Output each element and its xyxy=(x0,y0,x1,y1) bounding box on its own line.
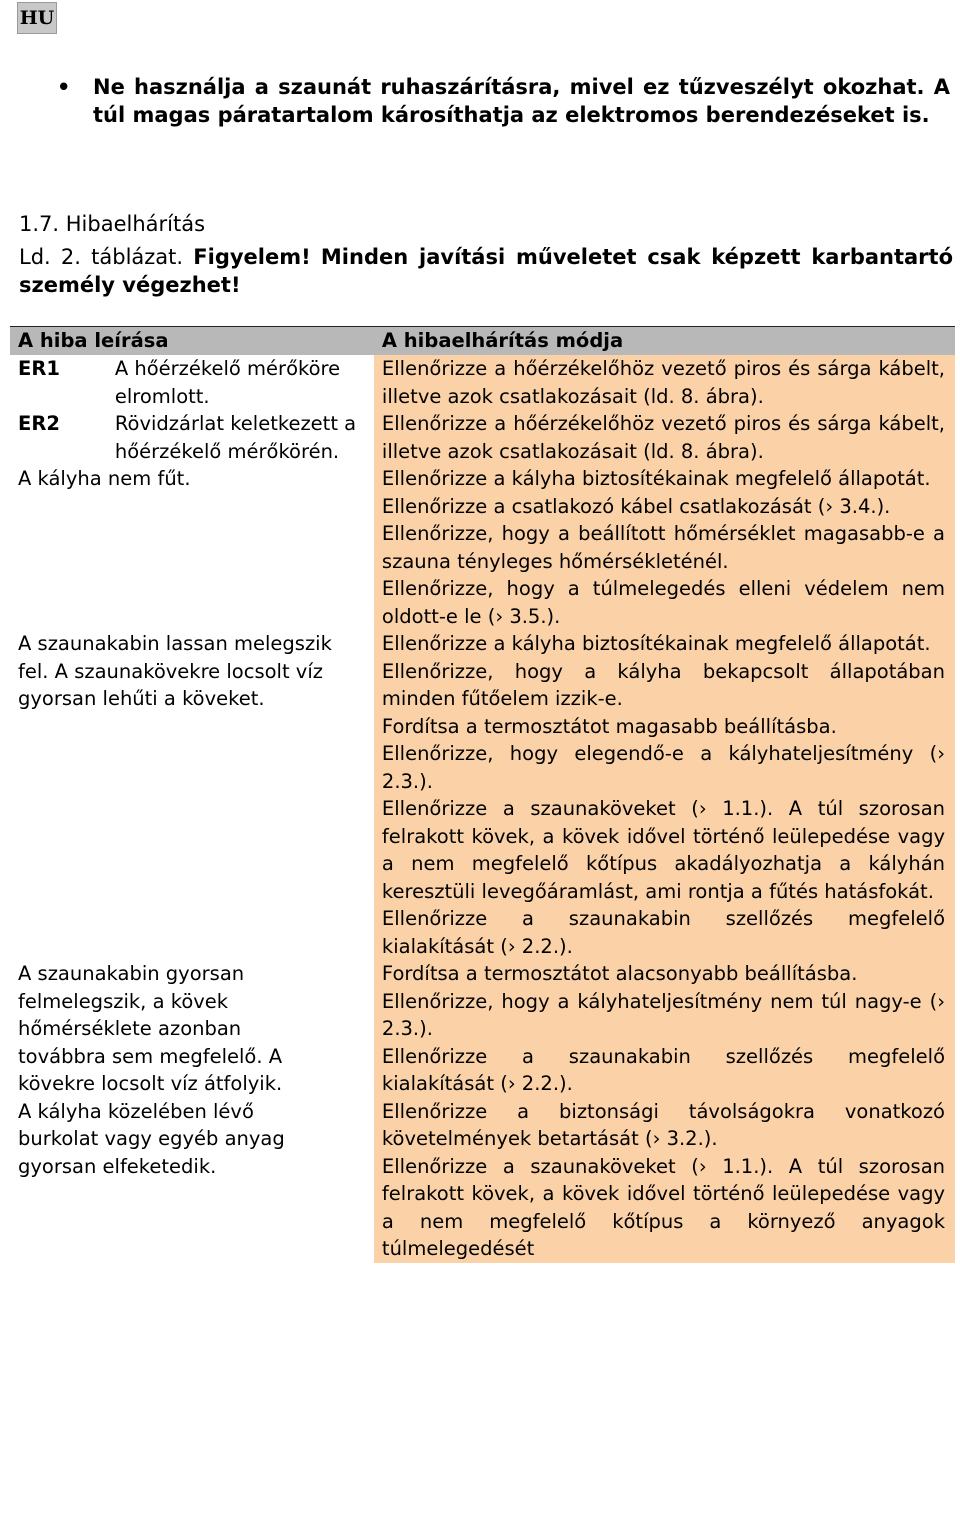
problem-description: A szaunakabin lassan melegszik fel. A szaunakövekre locsolt víz gyorsan lehűti a köveket. xyxy=(18,632,332,710)
section-number: 1.7. xyxy=(19,212,60,236)
remedy-item: Fordítsa a termosztátot alacsonyabb beállításba. xyxy=(381,962,858,985)
remedy-item: Ellenőrizze, hogy a túlmelegedés elleni védelem nem oldott-e le (› 3.5.). xyxy=(381,577,945,628)
remedy-cell xyxy=(374,960,955,1098)
remedy-cell xyxy=(374,410,955,465)
problem-description: A kályha közelében lévő burkolat vagy egyéb anyag gyorsan elfeketedik. xyxy=(18,1099,285,1178)
safety-note xyxy=(57,73,950,129)
remedy-item: Ellenőrizze, hogy a kályha bekapcsolt állapotában minden fűtőelem izzik-e. xyxy=(381,659,945,710)
remedy-item: Fordítsa a termosztátot magasabb beállításba. xyxy=(381,714,837,738)
bullet-icon: • xyxy=(57,75,71,99)
problem-description: Rövidzárlat keletkezett a hőérzékelő mérőkörén. xyxy=(114,412,357,463)
table-row xyxy=(10,465,955,630)
remedy-item: Ellenőrizze a szaunaköveket (› 1.1.). A túl szorosan felrakott kövek, a kövek idővel történő leülepedése vagy a nem megfelelő kőtípus akadályozhatja a kályhán keresztüli levegőáramlást, ami rontja a fűtés hatásfokát. xyxy=(381,797,945,903)
section-heading xyxy=(19,210,205,238)
remedy-item: Ellenőrizze a hőérzékelőhöz vezető piros és sárga kábelt, illetve azok csatlakozásait (ld. 8. ábra). xyxy=(381,412,945,463)
table-row xyxy=(10,355,955,410)
remedy-item: Ellenőrizze a szaunakabin szellőzés megfelelő kialakítását (› 2.2.). xyxy=(381,907,945,958)
remedy-cell xyxy=(374,1098,955,1263)
remedy-item: Ellenőrizze, hogy a beállított hőmérséklet magasabb-e a szauna tényleges hőmérsékleténél. xyxy=(381,522,945,573)
error-code: ER1 xyxy=(18,357,60,380)
table-row xyxy=(10,630,955,960)
problem-description: A kályha nem fűt. xyxy=(18,467,191,490)
remedy-item: Ellenőrizze a csatlakozó kábel csatlakozását (› 3.4.). xyxy=(381,494,891,518)
language-tag: HU xyxy=(17,2,57,34)
section-title: Hibaelhárítás xyxy=(65,212,206,236)
remedy-item: Ellenőrizze a biztonsági távolságokra vonatkozó követelmények betartását (› 3.2.). xyxy=(381,1099,945,1150)
safety-note-text: Ne használja a szaunát ruhaszárításra, mivel ez tűzveszélyt okozhat. A túl magas páratartalom károsíthatja az elektromos berendezéseket is. xyxy=(93,75,950,127)
header-problem: A hiba leírása xyxy=(18,329,169,352)
remedy-item: Ellenőrizze a kályha biztosítékainak megfelelő állapotát. xyxy=(381,632,931,655)
error-code: ER2 xyxy=(18,412,60,435)
remedy-item: Ellenőrizze, hogy a kályhateljesítmény nem túl nagy-e (› 2.3.). xyxy=(381,989,945,1040)
remedy-item: Ellenőrizze, hogy elegendő-e a kályhateljesítmény (› 2.3.). xyxy=(381,742,945,793)
table-row xyxy=(10,410,955,465)
remedy-cell xyxy=(374,630,955,960)
remedy-item: Ellenőrizze a kályha biztosítékainak megfelelő állapotát. xyxy=(381,467,931,490)
intro-paragraph xyxy=(19,243,953,299)
remedy-item: Ellenőrizze a szaunakabin szellőzés megfelelő kialakítását (› 2.2.). xyxy=(381,1044,945,1095)
table-row xyxy=(10,960,955,1098)
problem-description: A szaunakabin gyorsan felmelegszik, a kövek hőmérséklete azonban továbbra sem megfelelő. A kövekre locsolt víz átfolyik. xyxy=(18,962,283,1095)
troubleshooting-table xyxy=(10,326,955,1263)
remedy-cell xyxy=(374,355,955,410)
header-remedy: A hibaelhárítás módja xyxy=(381,329,624,352)
problem-description: A hőérzékelő mérőköre elromlott. xyxy=(114,357,341,408)
table-reference: Ld. 2. táblázat. xyxy=(19,245,184,269)
table-header-row xyxy=(10,327,955,356)
remedy-item: Ellenőrizze a szaunaköveket (› 1.1.). A túl szorosan felrakott kövek, a kövek idővel történő leülepedése vagy a nem megfelelő kőtípus a környező anyagok túlmelegedését xyxy=(381,1154,945,1260)
warning-label: Figyelem! xyxy=(193,245,311,269)
remedy-cell xyxy=(374,465,955,630)
warning-text: Minden javítási műveletet csak képzett karbantartó személy végezhet! xyxy=(19,245,953,297)
remedy-item: Ellenőrizze a hőérzékelőhöz vezető piros és sárga kábelt, illetve azok csatlakozásait (ld. 8. ábra). xyxy=(381,357,945,408)
table-row xyxy=(10,1098,955,1263)
